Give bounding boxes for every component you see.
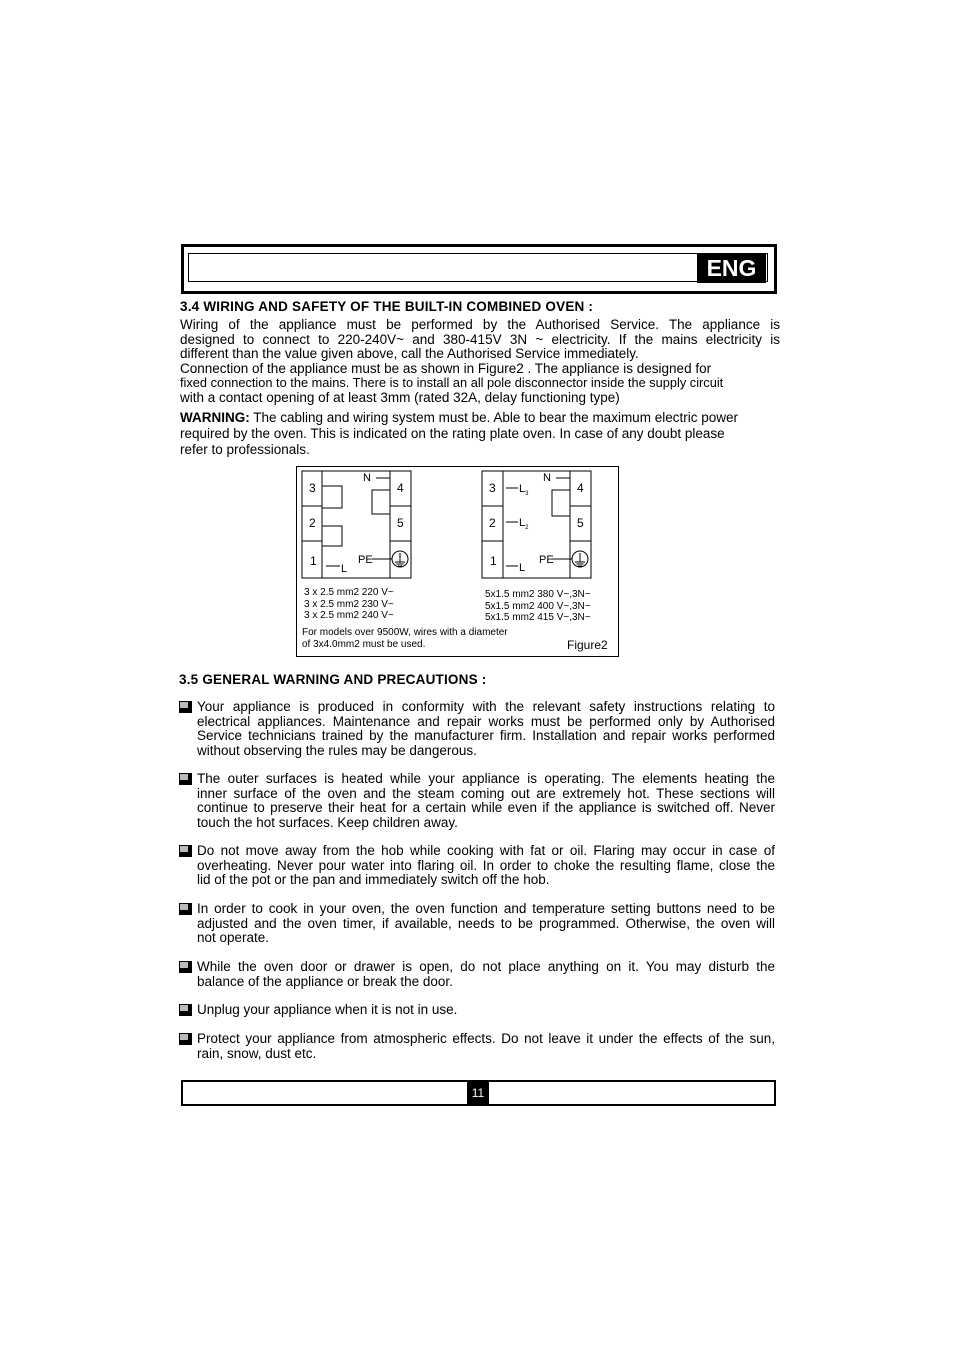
right-terminal-block — [482, 471, 591, 578]
left-specs — [304, 587, 394, 622]
right-specs — [485, 589, 591, 624]
spec-line: 3 x 2.5 mm2 240 V~ — [304, 610, 394, 621]
spec-line: 3 x 2.5 mm2 230 V~ — [304, 598, 394, 610]
bullet-text: In order to cook in your oven, the oven function and temperature setting buttons need to be adjusted and the oven timer, if available, needs to be programmed. Otherwise, the oven will not operate. — [197, 901, 775, 946]
bullet-text: Do not move away from the hob while cooking with fat or oil. Flaring may occur in case of overheating. Never pour water into flaring oil. In order to choke the resulting flame, close the lid of the pot or the pan and immediately switch off the hob. — [197, 843, 775, 888]
section-3-4-body — [180, 318, 780, 406]
left-neutral-label: N — [363, 472, 371, 484]
bullet-text: Unplug your appliance when it is not in use. — [197, 1002, 458, 1017]
bullet-icon — [179, 701, 193, 714]
spec-line: 5x1.5 mm2 415 V~,3N~ — [485, 612, 591, 623]
warning-label: WARNING: — [180, 410, 250, 425]
list-item — [179, 960, 775, 989]
warning-line: refer to professionals. — [180, 442, 310, 457]
section-3-4-title: 3.4 WIRING AND SAFETY OF THE BUILT-IN COMBINED OVEN : — [180, 299, 594, 314]
warning-line: required by the oven. This is indicated on the rating plate oven. In case of any doubt please — [180, 426, 725, 441]
body-line: fixed connection to the mains. There is to install an all pole disconnector inside the supply circuit — [180, 375, 724, 391]
right-l3-label: $L_3$ — [519, 483, 529, 498]
body-line: Wiring of the appliance must be performed by the Authorised Service. The appliance is — [180, 317, 780, 332]
left-terminal-2: 2 — [309, 516, 316, 530]
list-item — [179, 700, 775, 758]
section-3-5-title: 3.5 GENERAL WARNING AND PRECAUTIONS : — [179, 672, 487, 687]
left-terminal-1: 1 — [310, 554, 317, 568]
right-terminal-5: 5 — [577, 516, 584, 530]
left-earth-label: PE — [358, 554, 373, 566]
page-number: 11 — [467, 1082, 489, 1104]
left-terminal-3: 3 — [309, 481, 316, 495]
right-terminal-2: 2 — [489, 516, 496, 530]
spec-line: 5x1.5 mm2 380 V~,3N~ — [485, 589, 591, 600]
body-line: different than the value given above, call the Authorised Service immediately. — [180, 346, 639, 362]
header-inner-frame — [188, 253, 768, 282]
bullet-text: Your appliance is produced in conformity with the relevant safety instructions relating to electrical appliances. Maintenance and repair works must be performed only by Authorised Service technicians trained by the manufacturer firm. Installation and repair works performed without observing the rules may be dangerous. — [197, 699, 775, 758]
body-line: with a contact opening of at least 3mm (rated 32A, delay functioning type) — [180, 389, 620, 405]
body-line: Connection of the appliance must be as shown in Figure2 . The appliance is designed for — [180, 360, 712, 376]
warning-line-1 — [180, 410, 780, 426]
left-line-label: L — [341, 563, 348, 575]
right-neutral-label: N — [543, 472, 551, 484]
bullet-icon — [179, 1033, 193, 1046]
bullet-text: While the oven door or drawer is open, do not place anything on it. You may disturb the balance of the appliance or break the door. — [197, 959, 775, 989]
spec-line: 5x1.5 mm2 400 V~,3N~ — [485, 600, 591, 612]
bullet-icon — [179, 961, 193, 974]
left-terminal-block — [302, 471, 411, 578]
warning-block — [180, 410, 780, 458]
right-line-label: L — [519, 562, 526, 574]
right-terminal-4: 4 — [577, 481, 584, 495]
list-item — [179, 844, 775, 888]
right-terminal-1: 1 — [490, 554, 497, 568]
left-terminal-4: 4 — [397, 481, 404, 495]
bullet-text: Protect your appliance from atmospheric effects. Do not leave it under the effects of the sun, rain, snow, dust etc. — [197, 1031, 775, 1061]
list-item — [179, 1003, 775, 1018]
bullet-icon — [179, 773, 193, 786]
figure-caption: Figure2 — [567, 638, 608, 652]
right-terminal-3: 3 — [489, 481, 496, 495]
bullet-icon — [179, 1004, 193, 1017]
right-l2-label: $L_2$ — [519, 517, 529, 532]
note-line: For models over 9500W, wires with a diameter — [302, 627, 508, 638]
list-item — [179, 902, 775, 946]
body-line: designed to connect to 220-240V~ and 380-415V 3N ~ electricity. If the mains electricity is — [180, 331, 780, 347]
warning-text: The cabling and wiring system must be. Able to bear the maximum electric power — [249, 410, 738, 425]
figure-note — [302, 627, 508, 650]
note-line: of 3x4.0mm2 must be used. — [302, 638, 426, 650]
bullet-icon — [179, 845, 193, 858]
bullet-text: The outer surfaces is heated while your appliance is operating. The elements heating the inner surface of the oven and the steam coming out are extremely hot. These sections will continue to preserve their heat for a certain while even if the appliance is switched off. Never touch the hot surfaces. Keep children away. — [197, 771, 775, 830]
list-item — [179, 1032, 775, 1061]
list-item — [179, 772, 775, 830]
bullet-icon — [179, 903, 193, 916]
spec-line: 3 x 2.5 mm2 220 V~ — [304, 587, 394, 598]
language-badge: ENG — [697, 253, 766, 283]
left-terminal-5: 5 — [397, 516, 404, 530]
right-earth-label: PE — [539, 554, 554, 566]
